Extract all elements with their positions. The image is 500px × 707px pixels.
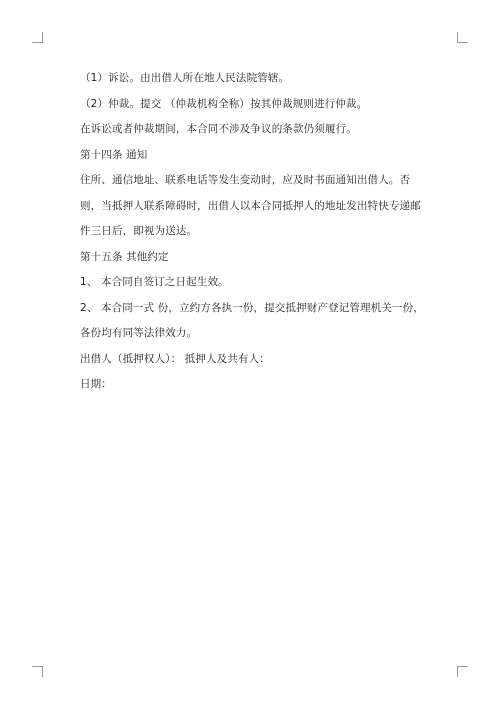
paragraph-copies: 2、 本合同一式 份，立约方各执一份，提交抵押财产登记管理机关一份，各份均有同等法律效力。 [80, 301, 424, 339]
paragraph-notice: 住所、通信地址、联系电话等发生变动时，应及时书面通知出借人。否则，当抵押人联系障碍时，出借人以本合同抵押人的地址发出特快专递邮件三日后，即视为送达。 [80, 174, 421, 237]
paragraph-arbitration: （2）仲裁。提交 （仲裁机构全称）按其仲裁规则进行仲裁。 [80, 97, 368, 110]
paragraph-litigation: （1）诉讼。由出借人所在地人民法院管辖。 [80, 72, 290, 84]
heading-article-15: 第十五条 其他约定 [80, 250, 169, 263]
heading-article-14: 第十四条 通知 [80, 148, 148, 161]
crop-mark-bottom-right [457, 666, 468, 677]
paragraph-effective-date: 1、 本合同自签订之日起生效。 [80, 276, 229, 288]
document-body [80, 66, 425, 398]
crop-mark-top-right [457, 32, 468, 43]
signature-line-parties: 出借人（抵押权人）： 抵押人及共有人： [80, 352, 270, 365]
crop-mark-top-left [32, 32, 43, 43]
crop-mark-bottom-left [32, 666, 43, 677]
signature-line-date: 日期： [80, 378, 112, 390]
paragraph-continued-performance: 在诉讼或者仲裁期间，本合同不涉及争议的条款仍须履行。 [80, 123, 357, 135]
